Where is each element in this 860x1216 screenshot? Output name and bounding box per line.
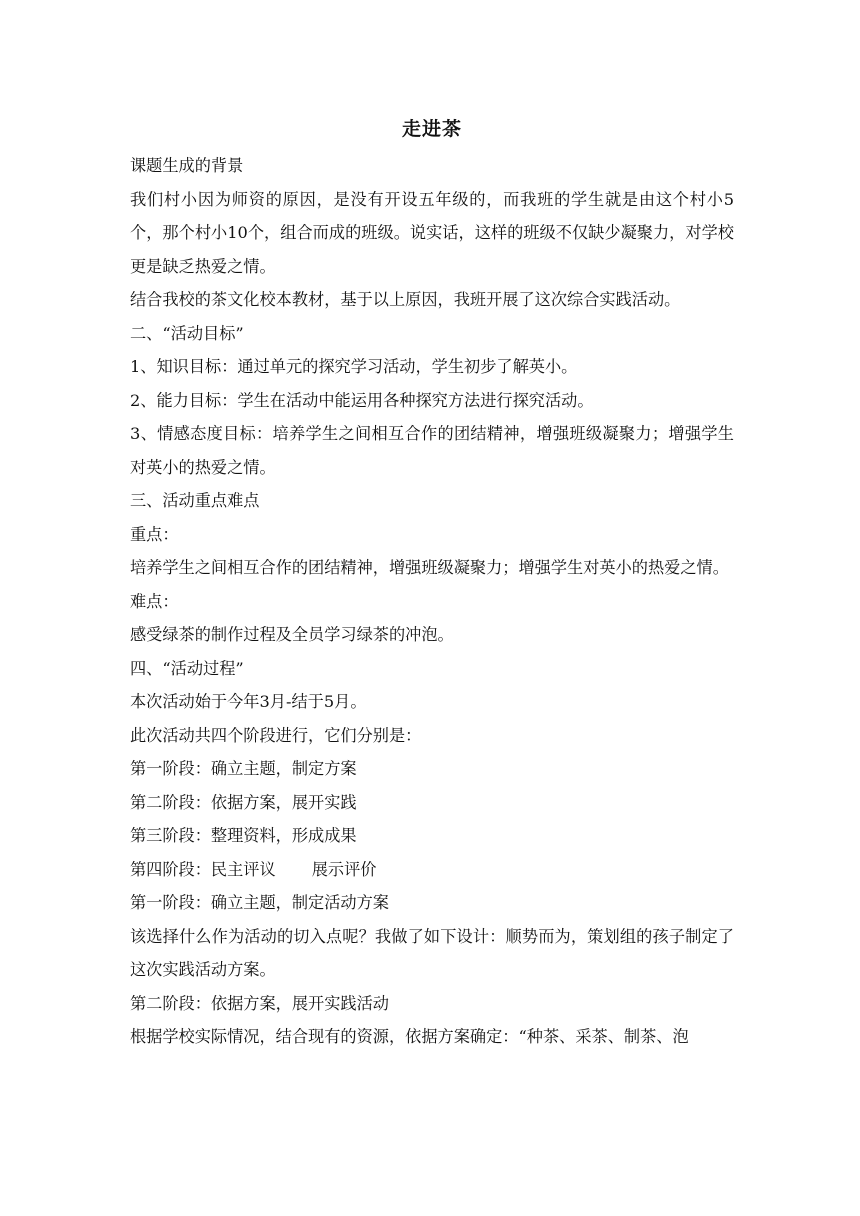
stage-two-body: 根据学校实际情况，结合现有的资源，依据方案确定：“种茶、采茶、制茶、泡 [130,1027,689,1046]
difficulty-label: 难点： [130,591,179,611]
paragraph-background-heading: 课题生成的背景 [130,156,244,175]
stage-one-body: 该选择什么作为活动的切入点呢？我做了如下设计：顺势而为，策划组的孩子制定了这次实践活动方案。 [130,926,734,979]
stage-one-heading: 第一阶段：确立主题，制定活动方案 [130,893,389,912]
document-page [130,112,734,1054]
goal-emotion: 3、情感态度目标：培养学生之间相互合作的团结精神，增强班级凝聚力；增强学生对英小的热爱之情。 [130,424,734,477]
key-point-body: 培养学生之间相互合作的团结精神，增强班级凝聚力；增强学生对英小的热爱之情。 [130,558,729,577]
process-duration: 本次活动始于今年3月-结于5月。 [130,692,367,711]
document-title: 走进茶 [401,118,462,140]
section-heading-goals: 二、“活动目标” [130,323,244,343]
stage-three: 第三阶段：整理资料，形成成果 [130,826,357,845]
stage-one: 第一阶段：确立主题，制定方案 [130,759,357,778]
paragraph-motivation: 结合我校的茶文化校本教材，基于以上原因，我班开展了这次综合实践活动。 [130,290,681,309]
goal-knowledge: 1、知识目标：通过单元的探究学习活动，学生初步了解英小。 [130,357,578,376]
difficulty-body: 感受绿茶的制作过程及全员学习绿茶的冲泡。 [130,625,454,644]
stage-two: 第二阶段：依据方案，展开实践 [130,792,357,812]
process-stages-intro: 此次活动共四个阶段进行，它们分别是： [130,725,422,745]
stage-two-heading: 第二阶段：依据方案，展开实践活动 [130,993,389,1013]
section-heading-process: 四、“活动过程” [130,658,244,678]
stage-four: 第四阶段：民主评议 展示评价 [130,859,377,879]
goal-ability: 2、能力目标：学生在活动中能运用各种探究方法进行探究活动。 [130,390,594,410]
key-point-label: 重点： [130,524,179,544]
section-heading-key-points: 三、活动重点难点 [130,491,260,510]
paragraph-background-body: 我们村小因为师资的原因，是没有开设五年级的，而我班的学生就是由这个村小5个，那个村小10个，组合而成的班级。说实话，这样的班级不仅缺少凝聚力，对学校更是缺乏热爱之情。 [130,189,734,276]
